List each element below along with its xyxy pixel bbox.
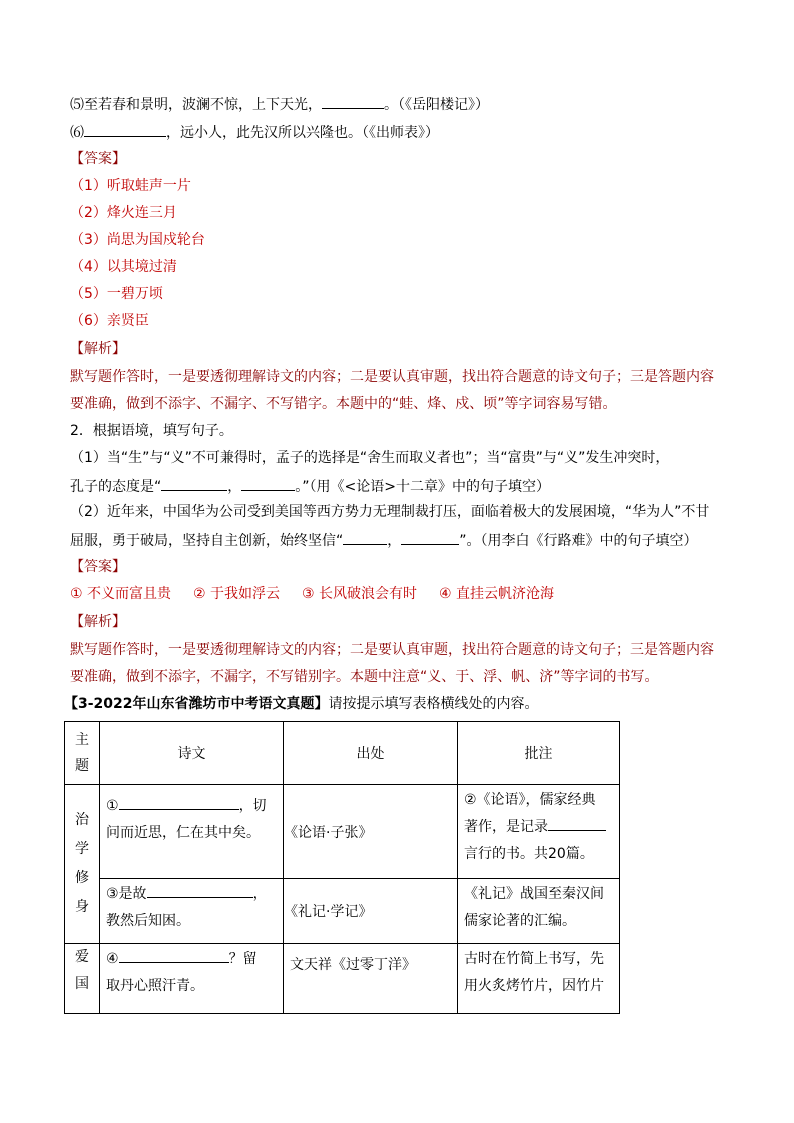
- answer-heading: 【答案】: [70, 559, 126, 575]
- answer-item: （6）亲贤臣: [70, 313, 149, 329]
- fill-blank: [84, 122, 166, 137]
- fill-blank: [119, 948, 229, 963]
- question-2-part-1-fill: 孔子的态度是“ ， 。”（用《<论语>十二章》中的句子填空）: [70, 476, 550, 496]
- analysis-text: 默写题作答时，一是要透彻理解诗文的内容；二是要认真审题，找出符合题意的诗文句子；三是答题内容: [70, 369, 714, 385]
- answer-item: （2）烽火连三月: [70, 205, 177, 221]
- question-2-title: 2．根据语境，填写句子。: [70, 423, 233, 439]
- question-5: ⑸至若春和景明，波澜不惊，上下天光， 。（《岳阳楼记》）: [70, 94, 489, 114]
- theme-cell: 爱国: [65, 944, 100, 1014]
- answer-list: [70, 585, 554, 603]
- answer-heading: 【答案】: [70, 151, 126, 167]
- answer-item: （1）听取蛙声一片: [70, 178, 191, 194]
- answer-item: ③ 长风破浪会有时: [302, 586, 418, 602]
- fill-blank: [161, 476, 227, 491]
- analysis-text: 默写题作答时，一是要透彻理解诗文的内容；二是要认真审题，找出符合题意的诗文句子；三是答题内容: [70, 642, 714, 658]
- poetry-table: [64, 721, 620, 1014]
- header-theme: 主题: [65, 722, 100, 785]
- fill-blank: [147, 883, 253, 898]
- question-6: ⑹ ，远小人，此先汉所以兴隆也。（《出师表》）: [70, 122, 439, 142]
- theme-cell: 治学修身: [65, 785, 100, 944]
- answer-item: （3）尚思为国戍轮台: [70, 232, 205, 248]
- analysis-text: 要准确，做到不添字、不漏字、不写错字。本题中的“蛙、烽、戍、顷”等字词容易写错。: [70, 396, 617, 412]
- question-2-part-2: （2）近年来，中国华为公司受到美国等西方势力无理制裁打压，面临着极大的发展困境，“华为人”不甘: [70, 504, 710, 520]
- question-3-title: 【3-2022年山东省潍坊市中考语文真题】请按提示填写表格横线处的内容。: [64, 696, 539, 712]
- fill-blank: [119, 795, 239, 810]
- note-cell: 古时在竹简上书写，先 用火炙烤竹片，因竹片: [458, 944, 620, 1014]
- answer-item: ① 不义而富且贵: [70, 586, 172, 602]
- fill-blank: [401, 530, 459, 545]
- fill-blank: [548, 816, 606, 831]
- header-note: 批注: [458, 722, 620, 785]
- fill-blank: [322, 94, 384, 109]
- answer-item: ② 于我如浮云: [193, 586, 281, 602]
- source-cell: 《礼记·学记》: [284, 879, 458, 944]
- poem-cell: ① ，切 问而近思，仁在其中矣。: [100, 785, 284, 879]
- analysis-heading: 【解析】: [70, 614, 126, 630]
- answer-item: ④ 直挂云帆济沧海: [439, 586, 555, 602]
- note-cell: ②《论语》，儒家经典 著作，是记录 言行的书。共20篇。: [458, 785, 620, 879]
- table-header-row: [65, 722, 620, 785]
- fill-blank: [241, 476, 295, 491]
- fill-blank: [343, 530, 387, 545]
- answer-item: （5）一碧万顷: [70, 286, 163, 302]
- note-cell: 《礼记》战国至秦汉间 儒家论著的汇编。: [458, 879, 620, 944]
- analysis-heading: 【解析】: [70, 341, 126, 357]
- answer-item: （4）以其境过清: [70, 259, 177, 275]
- source-cell: 文天祥《过零丁洋》: [284, 944, 458, 1014]
- poem-cell: ④ ？留 取丹心照汗青。: [100, 944, 284, 1014]
- header-source: 出处: [284, 722, 458, 785]
- table-row: [65, 944, 620, 1014]
- poem-cell: ③是故 ， 教然后知困。: [100, 879, 284, 944]
- analysis-text: 要准确，做到不添字，不漏字，不写错别字。本题中注意“义、于、浮、帆、济”等字词的书写。: [70, 669, 659, 685]
- question-2-part-1: （1）当“生”与“义”不可兼得时，孟子的选择是“舍生而取义者也”；当“富贵”与“义”发生冲突时，: [70, 450, 670, 466]
- header-poem: 诗文: [100, 722, 284, 785]
- table-row: [65, 785, 620, 879]
- table-row: [65, 879, 620, 944]
- question-2-part-2-fill: 屈服，勇于破局，坚持自主创新，始终坚信“ ， ”。（用李白《行路难》中的句子填空）: [70, 530, 698, 550]
- source-cell: 《论语·子张》: [284, 785, 458, 879]
